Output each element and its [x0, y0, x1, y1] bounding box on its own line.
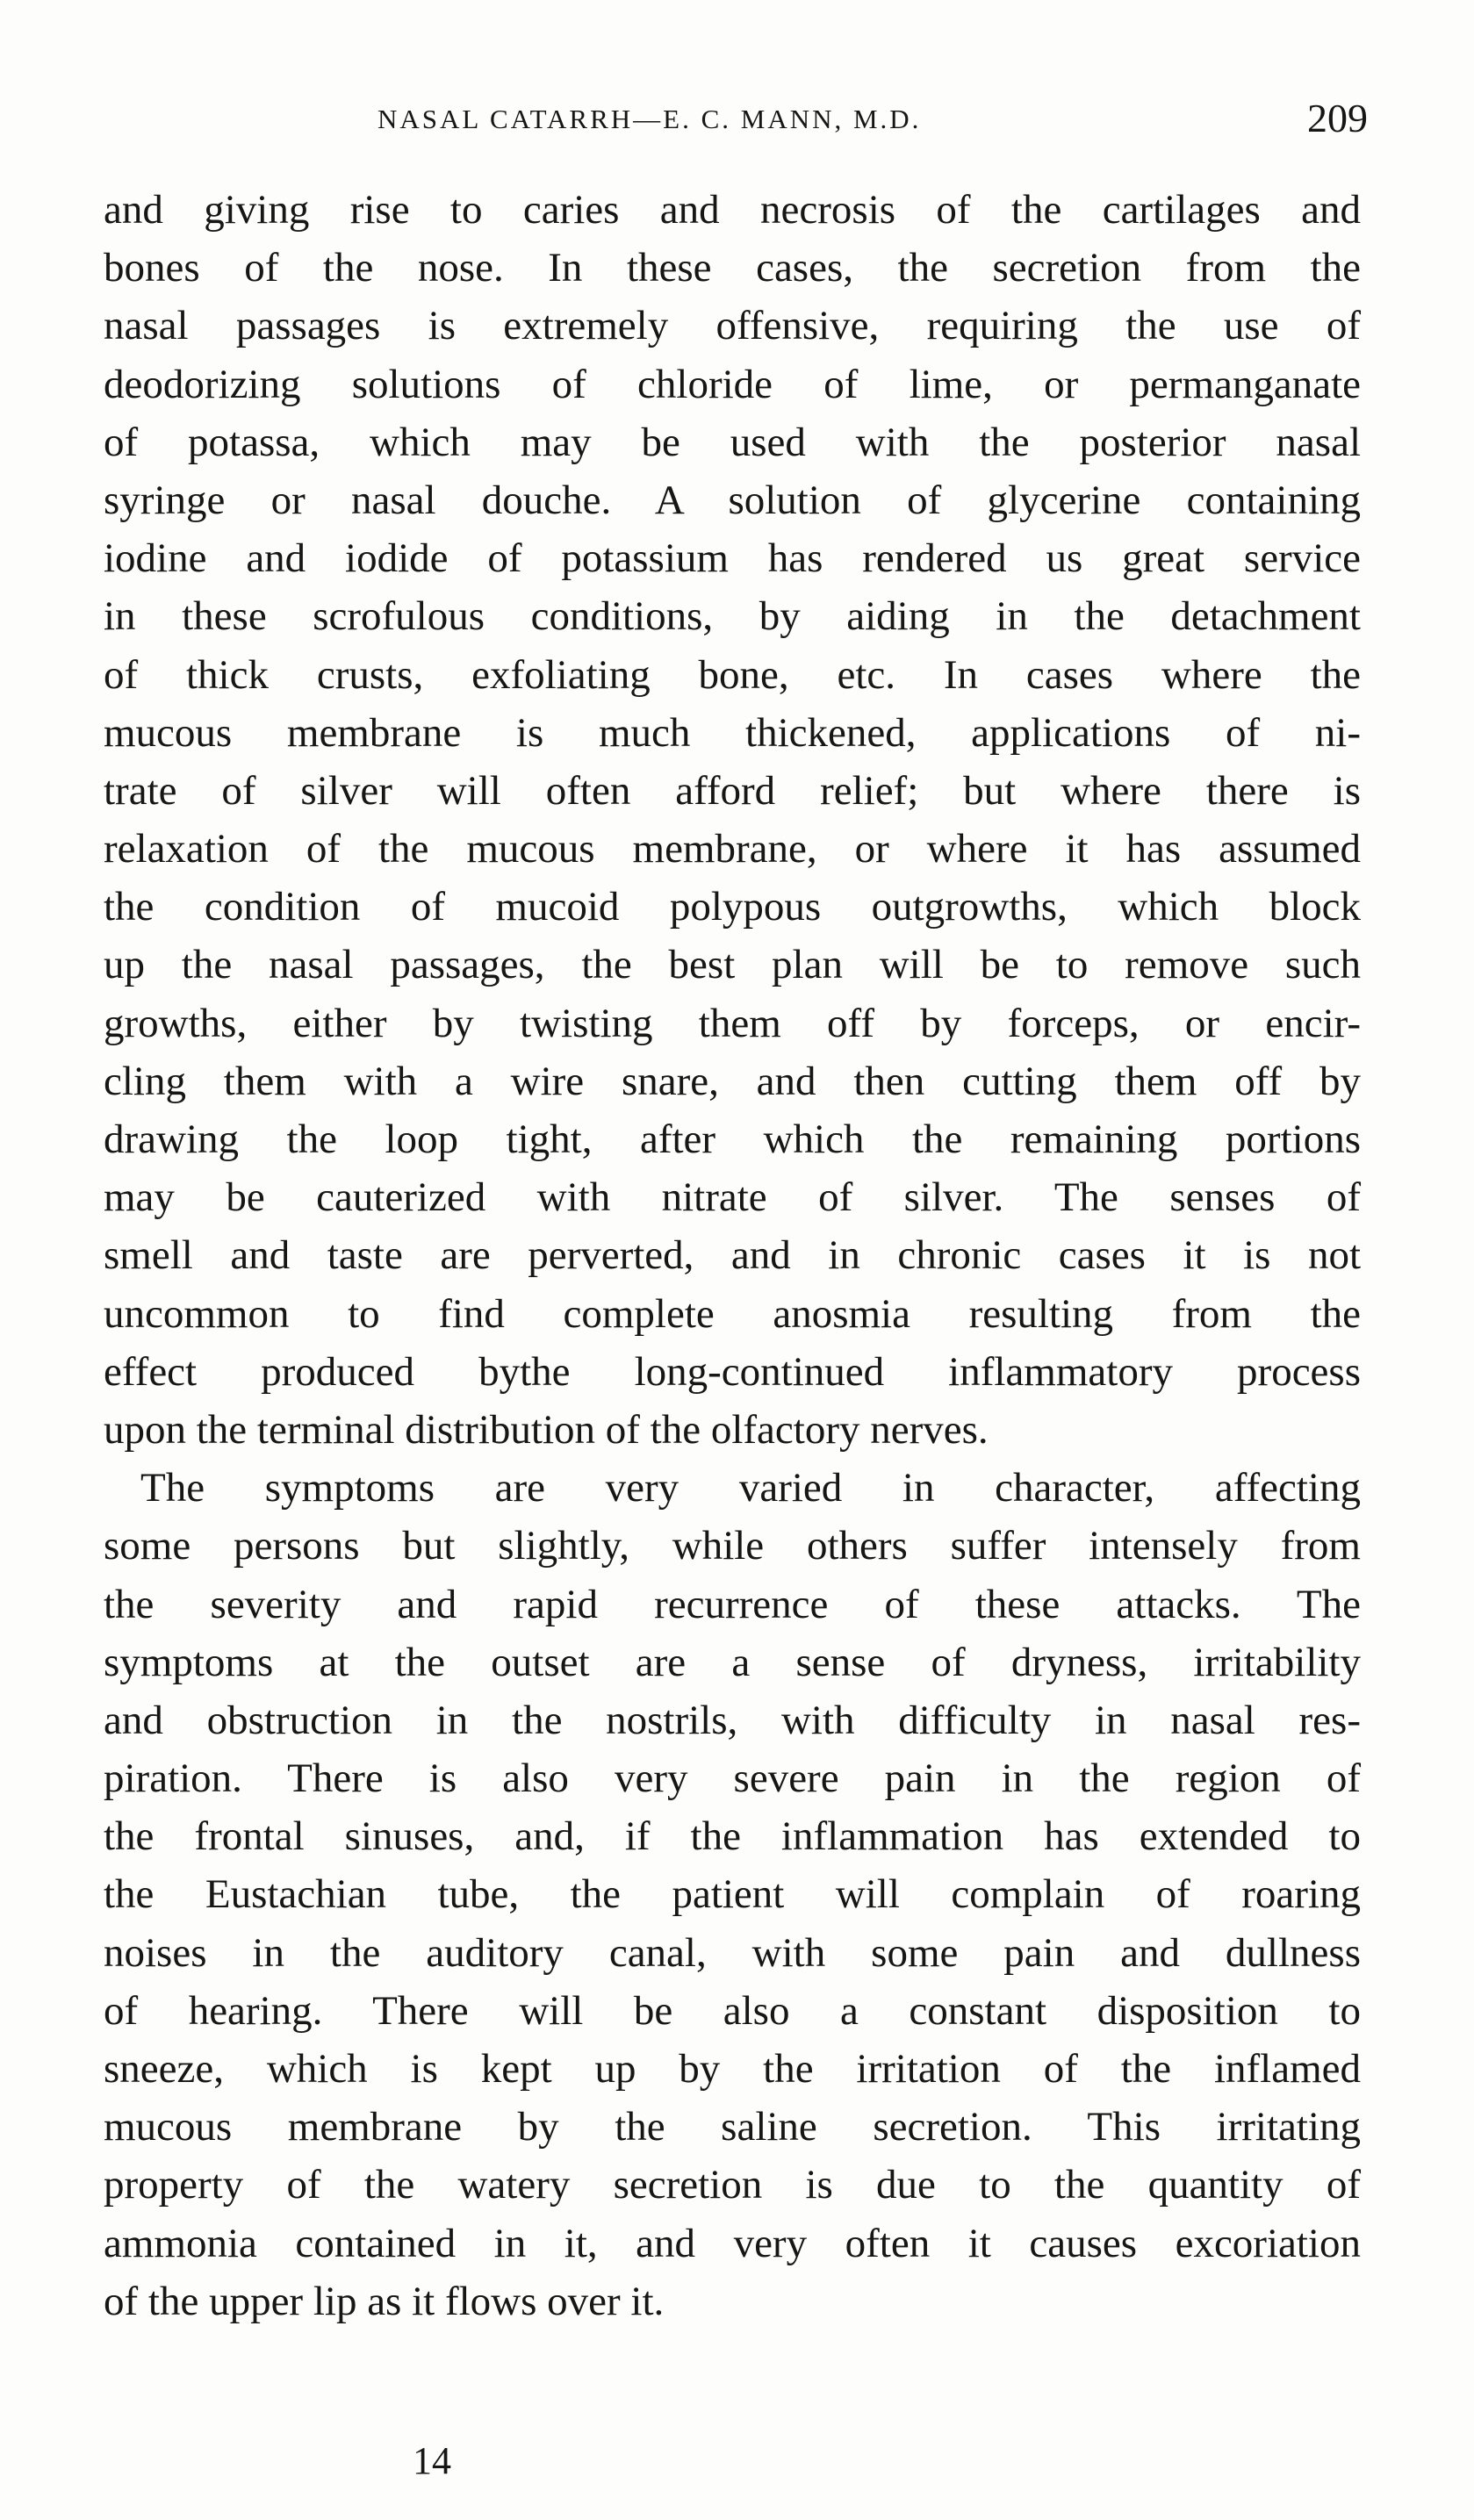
text-line: up the nasal passages, the best plan will be to remove such [104, 942, 1361, 988]
text-line: of the upper lip as it flows over it. [104, 2278, 665, 2324]
text-line: effect produced bythe long-continued inflammatory process [104, 1348, 1361, 1395]
text-line: The symptoms are very varied in character, affecting [140, 1465, 1361, 1511]
text-line: some persons but slightly, while others suffer intensely from [104, 1523, 1361, 1569]
text-line: of potassa, which may be used with the posterior nasal [104, 419, 1361, 465]
running-title: NASAL CATARRH—E. C. MANN, M.D. [377, 104, 922, 134]
text-line: the severity and rapid recurrence of these attacks. The [104, 1581, 1361, 1627]
running-head [105, 95, 1370, 147]
text-line: cling them with a wire snare, and then cutting them off by [104, 1058, 1361, 1104]
text-line: in these scrofulous conditions, by aiding in the detachment [104, 593, 1361, 640]
text-line: the frontal sinuses, and, if the inflammation has extended to [104, 1813, 1361, 1860]
text-line: iodine and iodide of potassium has rendered us great service [104, 535, 1361, 582]
text-line: drawing the loop tight, after which the remaining portions [104, 1116, 1361, 1162]
text-line: upon the terminal distribution of the olfactory nerves. [104, 1406, 989, 1453]
page-number: 209 [1307, 96, 1368, 140]
text-line: relaxation of the mucous membrane, or where it has assumed [104, 826, 1361, 872]
paragraph [104, 181, 1361, 1459]
paragraph [104, 1459, 1361, 2330]
text-line: of thick crusts, exfoliating bone, etc. In cases where the [104, 651, 1361, 698]
text-line: the condition of mucoid polypous outgrowths, which block [104, 884, 1361, 930]
text-line: nasal passages is extremely offensive, requiring the use of [104, 303, 1361, 349]
text-line: ammonia contained in it, and very often it causes excoriation [104, 2220, 1361, 2266]
text-line: uncommon to find complete anosmia resulting from the [104, 1290, 1361, 1337]
text-line: trate of silver will often afford relief; but where there is [104, 767, 1361, 814]
text-line: syringe or nasal douche. A solution of glycerine containing [104, 477, 1361, 523]
text-line: deodorizing solutions of chloride of lime, or permanganate [104, 361, 1361, 407]
body-text [104, 181, 1361, 2330]
text-line: sneeze, which is kept up by the irritation of the inflamed [104, 2046, 1361, 2092]
text-line: and obstruction in the nostrils, with difficulty in nasal res- [104, 1697, 1361, 1743]
text-line: bones of the nose. In these cases, the secretion from the [104, 245, 1361, 291]
text-line: and giving rise to caries and necrosis of the cartilages and [104, 187, 1361, 233]
text-line: mucous membrane is much thickened, applications of ni- [104, 709, 1361, 756]
text-line: growths, either by twisting them off by forceps, or encir- [104, 1000, 1361, 1046]
text-line: mucous membrane by the saline secretion. This irritating [104, 2104, 1361, 2150]
text-line: may be cauterized with nitrate of silver. The senses of [104, 1174, 1361, 1221]
text-line: property of the watery secretion is due to the quantity of [104, 2162, 1361, 2208]
text-line: of hearing. There will be also a constant disposition to [104, 1987, 1361, 2034]
signature-mark: 14 [413, 2439, 451, 2482]
text-line: symptoms at the outset are a sense of dryness, irritability [104, 1639, 1361, 1685]
text-line: smell and taste are perverted, and in chronic cases it is not [104, 1232, 1361, 1279]
text-line: the Eustachian tube, the patient will complain of roaring [104, 1871, 1361, 1918]
text-line: noises in the auditory canal, with some pain and dullness [104, 1929, 1361, 1976]
text-line: piration. There is also very severe pain in the region of [104, 1755, 1361, 1802]
